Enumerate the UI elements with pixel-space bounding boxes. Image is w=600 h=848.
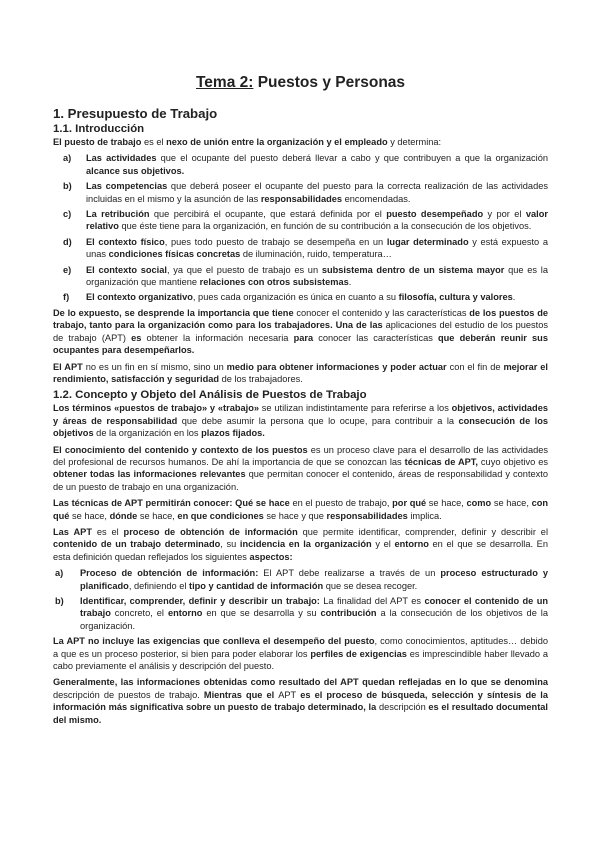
emphasis-text: tipo y cantidad de información [189,580,324,591]
list-marker: c) [63,209,72,220]
body-text: obtener la información necesaria [146,332,289,343]
body-text: en el puesto de trabajo, [289,498,393,509]
subsection-1-1-heading: 1.1. Introducción [53,123,145,135]
body-text: que permitan conocer el contenido, áreas de responsabilidad y contexto de un puesto de trabajo en una organización. [53,469,548,492]
body-text: concreto, el [110,608,168,619]
emphasis-text: contribución [320,608,377,619]
body-text: y por el [483,209,526,220]
emphasis-text: entorno [167,608,203,619]
emphasis-text: conocer el contenido de un trabajo [80,596,549,619]
body-text: aplicaciones del estudio de los puestos de trabajo (APT) [53,320,548,343]
emphasis-text: De lo expuesto, se desprende la importancia que tiene [53,307,297,318]
body-text: El APT debe realizarse a través de un [258,568,441,579]
emphasis-text: La APT no incluye las exigencias que conlleva el desempeño del puesto [53,636,375,647]
emphasis-text: dónde [109,510,138,521]
emphasis-text: Las actividades [86,153,157,164]
emphasis-text: Generalmente, las informaciones obtenidas como resultado del APT quedan reflejadas en lo que se denomina [53,677,548,688]
list-item [53,208,548,233]
list-marker: b) [63,181,72,192]
list-marker: a) [63,153,72,164]
emphasis-text: filosofía, cultura y valores [398,292,513,303]
emphasis-text: mejorar el rendimiento, satisfacción y seguridad [53,361,549,384]
body-text: , pues cada organización es única en cuanto a su [192,292,399,303]
body-text: es el [141,137,167,147]
emphasis-text: responsabilidades [326,510,408,521]
emphasis-text: El conocimiento del contenido y contexto de los puestos [53,444,308,455]
list-item [53,152,548,177]
body-text: no es un fin en sí mismo, sino un [82,361,227,372]
body-text: se hace, [426,498,467,509]
body-text: de los trabajadores. [219,373,303,384]
body-text: es el [91,526,124,537]
body-text: , su [220,539,240,550]
emphasis-text: valor relativo [86,209,548,232]
techniques-paragraph [53,497,548,522]
list-item [53,264,548,289]
body-text: . [512,292,516,303]
body-text: y está expuesto a unas [86,236,548,260]
page-title [53,74,548,92]
body-text: de iluminación, ruido, temperatura… [240,249,392,260]
body-text: que éste tiene para la organización, en función de su contribución a la consecución de los objetivos. [118,221,532,232]
body-text: , pues todo puesto de trabajo se desempeña en un [164,236,387,247]
body-text: se utilizan indistintamente para referirse a los [259,403,452,414]
list-item [53,291,548,303]
emphasis-text: Identificar, comprender, definir y describir un trabajo: [80,596,320,606]
list-marker: b) [55,596,64,606]
emphasis-text: para [288,332,319,343]
emphasis-text: Las técnicas de APT permitirán conocer: Qué se hace [53,498,290,509]
emphasis-text: consecución de los objetivos [53,415,549,439]
emphasis-text: El contexto social [86,264,167,275]
body-text: cuyo objetivo es [478,456,548,467]
body-text: es un proceso clave para el desarrollo de las actividades del profesional de recursos humanos. De ahí la importancia de que se conozcan las [53,444,549,467]
body-text: encomendadas. [342,193,411,204]
emphasis-text: aspectos: [249,551,293,562]
emphasis-text: como [466,498,492,509]
emphasis-text: con qué [53,498,549,521]
emphasis-text: de los puestos de trabajo, tanto para la organización como para los trabajadores. Una de las [53,307,548,331]
body-text: es imprescindible haber llevado a cabo previamente el análisis y descripción del puesto. [53,648,548,672]
body-text: en el que se desarrolla. En esta definición quedan reflejados los siguientes [53,539,548,562]
emphasis-text: por qué [392,498,427,509]
emphasis-text: incidencia en la organización [239,539,372,550]
body-text: implica. [407,510,442,521]
emphasis-text: lugar determinado [386,236,469,247]
body-text: en que se desarrolla y su [202,608,321,619]
body-text: y determina: [387,137,442,147]
list-item [53,595,548,632]
body-text: que permite identificar, comprender, definir y describir el [297,526,548,537]
body-text: descripción de puestos de trabajo. [53,689,200,700]
body-text: , definiendo el [128,580,189,591]
exclusions-paragraph [53,635,548,672]
emphasis-text: El contexto físico [86,236,165,247]
body-text: se hace, [69,510,110,521]
body-text: , como conocimientos, aptitudes… debido a que es un proceso posterior, si bien para poder elaborar los [53,636,548,659]
emphasis-text: que deberán reunir sus ocupantes para desempeñarlos. [53,332,548,356]
emphasis-text: proceso de obtención de información [123,526,298,537]
body-text: conocer el contenido y las características [296,307,467,318]
apt-purpose-paragraph [53,361,548,386]
section-1-heading: 1. Presupuesto de Trabajo [53,106,218,121]
emphasis-text: El contexto organizativo [86,292,193,303]
body-text: La finalidad del APT es [319,596,425,606]
emphasis-text: responsabilidades [260,193,343,204]
body-text: descripción [378,702,426,713]
emphasis-text: El puesto de trabajo [53,137,142,147]
list-marker: f) [63,292,70,303]
list-marker: a) [55,568,64,579]
emphasis-text: puesto desempeñado [386,209,484,220]
terms-paragraph [53,402,548,439]
emphasis-text: obtener todas las informaciones relevantes [53,469,246,480]
knowledge-paragraph [53,444,548,494]
body-text: APT [278,689,297,700]
emphasis-text: en que condiciones [177,510,264,521]
emphasis-text: Las competencias [86,181,168,192]
emphasis-text: es el proceso de búsqueda, selección y síntesis de la información más significativa sobre un puesto de trabajo determinado, la [53,689,549,713]
list-marker: d) [63,236,72,247]
list-item [53,180,548,205]
description-paragraph [53,676,548,726]
emphasis-text: objetivos, actividades y áreas de responsabilidad [53,403,548,426]
emphasis-text: medio para obtener informaciones y poder actuar [226,361,447,372]
emphasis-text: condiciones físicas concretas [108,249,241,260]
importance-paragraph [53,307,548,357]
emphasis-text: es [125,332,147,343]
body-text: que el ocupante del puesto deberá llevar a cabo y que contribuyen a que la organización [156,153,548,164]
emphasis-text: es el resultado documental del mismo. [53,702,548,725]
body-text: que se desea recoger. [323,580,418,591]
list-item [53,567,548,592]
emphasis-text: Proceso de obtención de información: [80,568,259,579]
determinants-list [53,152,548,303]
list-item [53,236,548,261]
emphasis-text: Mientras que el [199,689,279,700]
subsection-1-2-heading: 1.2. Concepto y Objeto del Análisis de Puestos de Trabajo [53,389,367,402]
emphasis-text: subsistema dentro de un sistema mayor [321,264,505,275]
intro-paragraph [53,136,548,148]
body-text: de la organización en los [93,428,202,439]
body-text: que es la organización que mantiene [86,264,548,288]
body-text: se hace, [491,498,532,509]
emphasis-text: El APT [53,361,83,372]
body-text: y el [371,539,395,550]
body-text: . [348,277,352,288]
emphasis-text: alcance sus objetivos. [86,165,185,176]
body-text: a la consecución de los objetivos de la organización. [80,608,548,631]
emphasis-text: perfiles de exigencias [310,648,407,659]
emphasis-text: entorno [394,539,429,550]
emphasis-text: nexo de unión entre la organización y el empleado [166,137,388,147]
body-text: conocer las características [318,332,433,343]
body-text: con el fin de [446,361,504,372]
emphasis-text: La retribución [86,209,150,220]
body-text: que percibirá el ocupante, que estará definida por el [149,209,387,220]
list-marker: e) [63,264,72,275]
body-text: se hace, [137,510,178,521]
apt-definition-paragraph [53,526,548,563]
emphasis-text: proceso estructurado y planificado [80,568,548,591]
title-rest: Puestos y Personas [253,74,406,91]
emphasis-text: técnicas de APT, [404,456,478,467]
emphasis-text: contenido de un trabajo determinado [53,539,221,550]
emphasis-text: Los términos «puestos de trabajo» y «trabajo» [53,403,259,414]
body-text: , ya que el puesto de trabajo es un [166,264,322,275]
body-text: que deberá poseer el ocupante del puesto para la correcta realización de las actividades incluidas en el mismo y la asunción de las [86,181,548,204]
emphasis-text: relaciones con otros subsistemas [199,277,349,288]
emphasis-text: plazos fijados. [201,428,265,439]
emphasis-text: Las APT [53,526,92,537]
title-prefix: Tema 2: [195,74,254,91]
body-text: se hace y que [263,510,327,521]
aspects-list [53,567,548,632]
body-text: que debe asumir la persona que lo ocupe, para contribuir a la [177,415,459,426]
